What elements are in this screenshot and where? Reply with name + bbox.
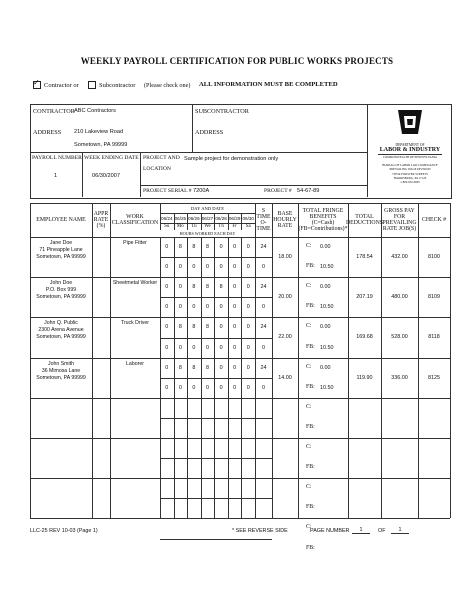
fb-fringe-value[interactable]: 10.50 [320,344,334,351]
week-ending-label: WEEK ENDING DATE [84,155,139,161]
straight-time-hours[interactable]: 0 [178,284,182,291]
cash-label: C: [306,403,312,410]
gross-pay-value[interactable]: 336.00 [391,374,408,381]
page-number-value[interactable]: 1 [352,527,370,534]
base-hourly-rate-header-line: HOURLY [273,216,297,223]
gross-pay-value[interactable]: 432.00 [391,254,408,261]
fb-label: FB: [306,303,315,310]
fb-label: FB: [306,263,315,270]
fringe-benefits-header-line: TOTAL FRINGE [302,207,344,214]
check-number-value[interactable]: 8125 [428,374,440,381]
check-number-value[interactable]: 8100 [428,254,440,261]
employee-address-line-2[interactable]: Sometown, PA 99999 [36,374,86,381]
work-classification-header-line: WORK [126,213,144,220]
straight-time-hours[interactable]: 8 [192,324,196,331]
employee-name[interactable]: John Doe [49,280,73,287]
overtime-hours[interactable]: 0 [219,264,223,271]
overtime-hours[interactable]: 0 [178,384,182,391]
overtime-total[interactable]: 0 [262,304,265,311]
total-deductions-header-line: TOTAL [355,213,374,220]
overtime-hours[interactable]: 0 [246,344,250,351]
appr-rate-header-line: APPR [93,210,109,217]
overtime-hours[interactable]: 0 [165,384,169,391]
weekday-header: We [204,224,211,229]
cash-label: C: [306,283,312,290]
employee-name-header [30,203,92,237]
straight-time-hours[interactable]: 0 [246,284,250,291]
employee-address-line-2[interactable]: Sometown, PA 99999 [36,334,86,341]
overtime-total[interactable]: 0 [262,264,265,271]
straight-time-hours[interactable]: 8 [205,284,209,291]
project-serial-label: PROJECT SERIAL # [143,188,192,194]
overtime-hours[interactable]: 0 [205,264,209,271]
straight-time-hours[interactable]: 8 [192,364,196,371]
base-hourly-rate[interactable]: 18.00 [278,254,292,261]
overtime-hours[interactable]: 0 [165,264,169,271]
day-and-date-header: DAY AND DATE [190,205,225,211]
cash-label: C: [306,484,312,491]
contractor-checkbox[interactable] [33,81,41,89]
address-line-2[interactable]: Sometown, PA 99999 [74,142,128,148]
rule-line [160,418,272,419]
project-number-value[interactable]: 54-67-89 [297,188,320,194]
base-hourly-rate[interactable]: 14.00 [278,374,292,381]
fb-label: FB: [306,504,315,511]
all-info-notice: ALL INFORMATION MUST BE COMPLETED [199,81,338,88]
cash-label: C: [306,444,312,451]
form-title: WEEKLY PAYROLL CERTIFICATION FOR PUBLIC WORKS PROJECTS [80,56,394,66]
work-classification-header-line: CLASSIFICATION [111,220,159,226]
straight-time-hours[interactable]: 0 [165,364,169,371]
gross-pay-value[interactable]: 480.00 [391,294,408,301]
total-deductions-header-line: DEDUCTIONS [345,220,384,226]
overtime-hours[interactable]: 0 [165,344,169,351]
straight-time-hours[interactable]: 0 [233,364,237,371]
seal-address [368,163,452,184]
appr-rate-header [92,203,110,237]
work-classification[interactable]: Truck Driver [120,320,150,327]
seal-line-2: LABOR & INDUSTRY [379,147,441,153]
cash-label: C: [306,363,312,370]
fringe-benefits-header-line: BENEFITS [309,213,337,220]
form-id: LLC-25 REV 10-03 (Page 1) [30,528,98,534]
overtime-hours[interactable]: 0 [246,304,250,311]
gross-pay-header [381,203,418,237]
weekday-header: Th [218,224,224,229]
cash-label: C: [306,243,312,250]
rule-line [298,203,299,518]
time-type-header-line: TIME [256,213,271,220]
rule-line [160,458,272,459]
employee-address-line-1[interactable]: P.O. Box 999 [45,287,77,294]
date-header: 06/25 [174,215,187,221]
total-deductions-value[interactable]: 169.68 [356,334,373,341]
overtime-hours[interactable]: 0 [233,384,237,391]
check-one-note: (Please check one) [144,82,191,89]
straight-time-hours[interactable]: 0 [246,364,250,371]
straight-time-total[interactable]: 24 [260,364,267,371]
subcontractor-option-label: Subcontractor [99,81,136,89]
contractor-option[interactable] [33,81,79,89]
rule-line [160,539,272,540]
overtime-hours[interactable]: 0 [219,304,223,311]
cash-fringe-value[interactable]: 0.00 [320,364,331,371]
overtime-hours[interactable]: 0 [233,304,237,311]
weekday-header: Mo [176,224,184,229]
gross-pay-header-line: GROSS PAY [384,207,415,214]
overtime-hours[interactable]: 0 [219,384,223,391]
fringe-benefits-header-line: (C=Cash) [311,220,335,226]
date-header: 06/26 [188,215,200,221]
rule-line [30,478,450,479]
check-number-header-line: CHECK # [422,216,446,223]
work-classification[interactable]: Laborer [126,360,144,367]
overtime-hours[interactable]: 0 [246,264,250,271]
total-deductions-value[interactable]: 119.90 [356,374,373,381]
base-hourly-rate-header [272,203,298,237]
fb-label: FB: [306,544,315,551]
straight-time-hours[interactable]: 0 [233,284,237,291]
fb-fringe-value[interactable]: 10.50 [320,384,334,391]
straight-time-hours[interactable]: 0 [219,364,223,371]
seal-address-line: BUREAU OF LABOR LAW COMPLIANCE [382,163,438,167]
gross-pay-header-line: RATE JOB(S) [382,226,417,233]
work-classification[interactable]: Sheetmetal Worker [112,280,158,287]
overtime-hours[interactable]: 0 [205,304,209,311]
date-header: 06/30 [242,215,254,221]
seal-address-line: 7TH & FORSTER STREETS [392,171,428,176]
payroll-number-label: PAYROLL NUMBER [32,155,82,161]
weekday-header: Su [164,224,170,229]
work-classification-header [110,203,160,237]
fb-fringe-value[interactable]: 10.50 [320,304,334,311]
overtime-hours[interactable]: 0 [246,384,250,391]
straight-time-hours[interactable]: 0 [219,244,223,251]
contractor-label: CONTRACTOR [33,108,75,115]
straight-time-total[interactable]: 24 [260,244,267,251]
overtime-hours[interactable]: 0 [178,264,182,271]
straight-time-hours[interactable]: 0 [219,324,223,331]
straight-time-hours[interactable]: 0 [233,324,237,331]
work-classification[interactable]: Pipe Fitter [123,240,147,246]
overtime-total[interactable]: 0 [262,384,265,391]
base-hourly-rate-header-line: BASE [277,210,293,217]
overtime-hours[interactable]: 0 [178,304,182,311]
fb-label: FB: [306,383,315,390]
week-ending-value[interactable]: 06/30/2007 [92,173,120,179]
address-line-1[interactable]: 210 Lakeview Road [74,129,124,135]
employee-address-line-2[interactable]: Sometown, PA 99999 [36,254,86,260]
contractor-value[interactable]: ABC Contractors [74,108,116,114]
gross-pay-value[interactable]: 528.00 [391,334,408,341]
employee-address-line-2[interactable]: Sometown, PA 99999 [36,294,86,301]
employee-name[interactable]: Jane Doe [49,240,73,246]
time-type-header-line: S [261,207,266,214]
rule-line [160,498,272,499]
rule-line [92,203,93,518]
employee-name[interactable]: John Smith [48,360,74,367]
appr-rate-header-line: (%) [96,223,106,230]
overtime-hours[interactable]: 0 [233,264,237,271]
fb-label: FB: [306,343,315,350]
seal-address-line: 1-800-932-0665 [400,180,420,185]
straight-time-hours[interactable]: 8 [205,324,209,331]
fb-fringe-value[interactable]: 10.50 [320,264,334,271]
seal-address-line: PREVAILING WAGE DIVISION [389,167,431,172]
total-deductions-value[interactable]: 207.19 [356,294,373,301]
sub-address-label: ADDRESS [195,129,224,136]
project-location-label-1: PROJECT AND [143,155,180,161]
of-label: OF [378,528,386,534]
fb-label: FB: [306,423,315,430]
project-serial-value[interactable]: 7200A [193,188,210,194]
weekday-header: Tu [191,224,197,229]
time-type-header-line: O- [260,220,267,226]
straight-time-hours[interactable]: 0 [246,324,250,331]
overtime-hours[interactable]: 0 [192,344,196,351]
employee-name-header-line: EMPLOYEE NAME [36,216,86,223]
seal-address-line: HARRISBURG, PA 17120 [393,175,427,180]
project-number-label: PROJECT # [264,188,292,194]
straight-time-hours[interactable]: 8 [178,244,182,251]
fb-label: FB: [306,464,315,471]
overtime-hours[interactable]: 0 [205,344,209,351]
overtime-hours[interactable]: 0 [192,384,196,391]
overtime-hours[interactable]: 0 [192,264,196,271]
straight-time-hours[interactable]: 8 [178,364,182,371]
cash-label: C: [306,323,312,330]
straight-time-hours[interactable]: 0 [165,244,169,251]
overtime-hours[interactable]: 0 [178,344,182,351]
straight-time-hours[interactable]: 8 [192,284,196,291]
date-header: 06/29 [228,215,241,221]
time-type-header-line: TIME [256,226,271,233]
straight-time-total[interactable]: 24 [260,284,267,291]
seal-line-1: DEPARTMENT OF [395,143,425,147]
total-deductions-header [345,203,384,237]
appr-rate-header-line: RATE [93,216,109,223]
cash-fringe-value[interactable]: 0.00 [320,244,331,251]
fringe-benefits-header-line: (FB=Contributions)* [298,226,348,233]
straight-time-hours[interactable]: 0 [233,244,237,251]
page-number-label: PAGE NUMBER [310,528,350,534]
keystone-logo-icon [368,108,452,138]
date-header: 06/24 [161,215,173,221]
straight-time-total[interactable]: 24 [260,324,267,331]
base-hourly-rate[interactable]: 22.00 [278,334,292,341]
address-label: ADDRESS [33,129,62,136]
labor-industry-seal [368,108,452,193]
subcontractor-option[interactable] [88,81,135,89]
employee-address-line-1[interactable]: 36 Mimosa Lane [41,367,81,374]
rule-line [450,203,451,518]
overtime-hours[interactable]: 0 [233,344,237,351]
subcontractor-label: SUBCONTRACTOR [195,108,249,115]
rule-line [30,398,450,399]
straight-time-hours[interactable]: 0 [165,324,169,331]
hours-worked-header: HOURS WORKED EACH DAY [160,230,255,237]
base-hourly-rate-header-line: RATE [277,223,293,230]
straight-time-hours[interactable]: 8 [205,244,209,251]
project-location-label-2: LOCATION [143,166,171,172]
base-hourly-rate[interactable]: 20.00 [278,294,292,301]
straight-time-hours[interactable]: 0 [165,284,169,291]
payroll-number-value[interactable]: 1 [54,173,58,179]
cash-fringe-value[interactable]: 0.00 [320,324,331,331]
page-total-value[interactable]: 1 [391,527,409,534]
straight-time-hours[interactable]: 0 [246,244,250,251]
straight-time-hours[interactable]: 8 [178,324,182,331]
straight-time-hours[interactable]: 8 [219,284,223,291]
overtime-hours[interactable]: 0 [219,344,223,351]
rule-line [30,438,450,439]
cash-label: C: [306,524,312,531]
fringe-benefits-header [298,203,348,237]
date-header: 06/28 [215,215,227,221]
overtime-hours[interactable]: 0 [205,384,209,391]
weekday-header: Fr [232,224,237,229]
subcontractor-checkbox[interactable] [88,81,96,89]
weekday-header: Sa [245,224,251,229]
check-number-value[interactable]: 8109 [428,294,440,301]
total-deductions-value[interactable]: 178.54 [356,254,373,261]
contractor-option-label: Contractor or [44,81,79,89]
check-number-value[interactable]: 8118 [428,334,440,341]
employee-address-line-1[interactable]: 2300 Arena Avenue [38,327,84,334]
time-type-header [255,203,272,237]
seal-line-3: COMMONWEALTH OF PENNSYLVANIA [378,154,442,159]
check-number-header [418,203,450,237]
cash-fringe-value[interactable]: 0.00 [320,284,331,291]
overtime-hours[interactable]: 0 [192,304,196,311]
overtime-total[interactable]: 0 [262,344,265,351]
rule-line [30,518,450,519]
employee-address-line-1[interactable]: 71 Pineapple Lane [39,247,83,253]
employee-name[interactable]: John Q. Public [44,320,78,327]
straight-time-hours[interactable]: 8 [192,244,196,251]
see-reverse-note: * SEE REVERSE SIDE [232,528,288,534]
overtime-hours[interactable]: 0 [165,304,169,311]
gross-pay-header-line: PREVAILING [382,220,417,226]
date-header: 06/27 [201,215,214,221]
gross-pay-header-line: FOR [393,213,406,220]
straight-time-hours[interactable]: 8 [205,364,209,371]
project-location-value[interactable]: Sample project for demonstration only [184,156,279,162]
